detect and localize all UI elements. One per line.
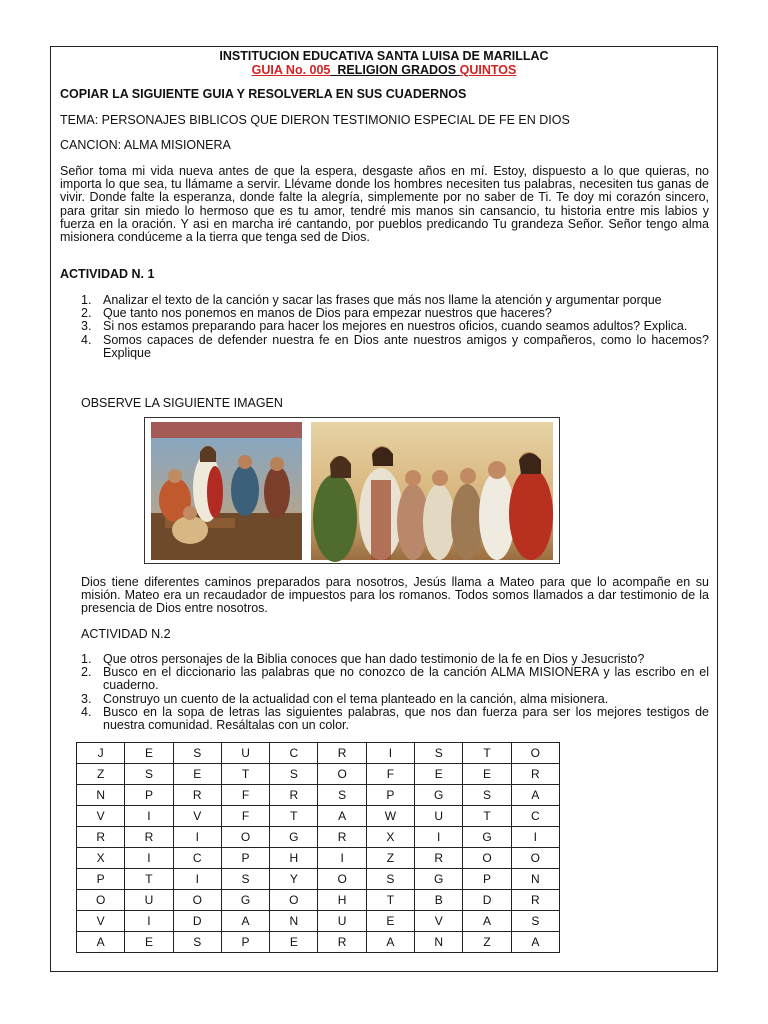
word-search-cell: O bbox=[318, 764, 366, 785]
word-search-cell: O bbox=[221, 827, 269, 848]
word-search-cell: A bbox=[463, 911, 511, 932]
word-search-cell: R bbox=[318, 932, 366, 953]
institution-title: INSTITUCION EDUCATIVA SANTA LUISA DE MARILLAC bbox=[219, 49, 549, 63]
word-search-cell: P bbox=[463, 869, 511, 890]
word-search-cell: I bbox=[366, 743, 414, 764]
word-search-cell: F bbox=[221, 785, 269, 806]
guide-grade: QUINTOS bbox=[459, 63, 517, 77]
word-search-cell: P bbox=[125, 785, 173, 806]
word-search-cell: G bbox=[415, 785, 463, 806]
word-search-cell: Z bbox=[463, 932, 511, 953]
word-search-cell: Z bbox=[77, 764, 125, 785]
activity1-title: ACTIVIDAD N. 1 bbox=[60, 267, 155, 281]
word-search-cell: N bbox=[270, 911, 318, 932]
observe-image-label: OBSERVE LA SIGUIENTE IMAGEN bbox=[81, 396, 283, 410]
word-search-cell: T bbox=[463, 806, 511, 827]
word-search-cell: I bbox=[125, 806, 173, 827]
word-search-cell: E bbox=[125, 932, 173, 953]
word-search-cell: I bbox=[125, 911, 173, 932]
word-search-cell: V bbox=[173, 806, 221, 827]
table-row bbox=[77, 743, 560, 764]
word-search-cell: O bbox=[511, 743, 559, 764]
list-item: 3. Construyo un cuento de la actualidad con el tema planteado en la canción, alma misionera. bbox=[81, 691, 609, 706]
word-search-cell: E bbox=[125, 743, 173, 764]
word-search-cell: V bbox=[415, 911, 463, 932]
word-search-cell: G bbox=[463, 827, 511, 848]
word-search-cell: I bbox=[173, 827, 221, 848]
activity2-list bbox=[81, 653, 709, 732]
word-search-cell: C bbox=[173, 848, 221, 869]
word-search-cell: D bbox=[463, 890, 511, 911]
word-search-grid bbox=[76, 742, 560, 953]
word-search-cell: A bbox=[318, 806, 366, 827]
song-title: CANCION: ALMA MISIONERA bbox=[60, 138, 231, 152]
word-search-cell: G bbox=[221, 890, 269, 911]
word-search-cell: A bbox=[77, 932, 125, 953]
word-search-cell: R bbox=[511, 764, 559, 785]
list-item: 4. Busco en la sopa de letras las siguientes palabras, que nos dan fuerza para ser los mejores testigos de nuestra comunidad. Resáltalas con un color. bbox=[81, 704, 709, 733]
word-search-cell: Y bbox=[270, 869, 318, 890]
word-search-cell: N bbox=[511, 869, 559, 890]
list-item: 2. Busco en el diccionario las palabras que no conozco de la canción ALMA MISIONERA y las escribo en el cuaderno. bbox=[81, 665, 709, 693]
word-search-cell: E bbox=[463, 764, 511, 785]
word-search-cell: F bbox=[221, 806, 269, 827]
word-search-cell: T bbox=[270, 806, 318, 827]
word-search-cell: E bbox=[173, 764, 221, 785]
word-search-cell: P bbox=[221, 932, 269, 953]
activity2-title: ACTIVIDAD N.2 bbox=[81, 627, 171, 641]
word-search-cell: A bbox=[511, 785, 559, 806]
word-search-cell: R bbox=[511, 890, 559, 911]
word-search-cell: G bbox=[415, 869, 463, 890]
list-item: 3. Si nos estamos preparando para hacer los mejores en nuestros oficios, cuando seamos adultos? Explica. bbox=[81, 319, 688, 334]
word-search-cell: B bbox=[415, 890, 463, 911]
word-search-cell: E bbox=[415, 764, 463, 785]
word-search-cell: A bbox=[366, 932, 414, 953]
word-search-cell: D bbox=[173, 911, 221, 932]
word-search-cell: S bbox=[221, 869, 269, 890]
table-row bbox=[77, 764, 560, 785]
word-search-cell: R bbox=[318, 743, 366, 764]
table-row bbox=[77, 890, 560, 911]
word-search-cell: P bbox=[366, 785, 414, 806]
word-search-cell: S bbox=[173, 932, 221, 953]
guide-subject: RELIGION GRADOS bbox=[337, 63, 457, 77]
table-row bbox=[77, 932, 560, 953]
word-search-cell: H bbox=[318, 890, 366, 911]
word-search-cell: N bbox=[77, 785, 125, 806]
word-search-cell: O bbox=[511, 848, 559, 869]
table-row bbox=[77, 806, 560, 827]
word-search-cell: S bbox=[415, 743, 463, 764]
word-search-cell: S bbox=[366, 869, 414, 890]
word-search-cell: E bbox=[366, 911, 414, 932]
word-search-cell: T bbox=[366, 890, 414, 911]
list-item: 2. Que tanto nos ponemos en manos de Dios para empezar nuestros que haceres? bbox=[81, 306, 552, 321]
word-search-cell: I bbox=[415, 827, 463, 848]
bible-illustration bbox=[144, 417, 560, 564]
word-search-cell: O bbox=[318, 869, 366, 890]
list-item: 1. Analizar el texto de la canción y sacar las frases que más nos llame la atención y argumentar porque bbox=[81, 293, 662, 307]
word-search-cell: S bbox=[173, 743, 221, 764]
guide-subtitle bbox=[0, 63, 768, 77]
word-search-cell: U bbox=[221, 743, 269, 764]
table-row bbox=[77, 785, 560, 806]
word-search-cell: A bbox=[511, 932, 559, 953]
word-search-cell: A bbox=[221, 911, 269, 932]
word-search-cell: V bbox=[77, 806, 125, 827]
list-item: 4. Somos capaces de defender nuestra fe en Dios ante nuestros amigos y compañeros, como lo hacemos? Explique bbox=[81, 332, 709, 360]
word-search-cell: U bbox=[125, 890, 173, 911]
word-search-cell: T bbox=[221, 764, 269, 785]
word-search-cell: X bbox=[366, 827, 414, 848]
song-lyrics: Señor toma mi vida nueva antes de que la espera, desgaste años en mí. Estoy, dispuesto a lo que quieras, no importa lo que sea, tu llámame a servir. Llévame donde los hombres necesiten tus palabras, necesiten tus ganas de vivir. Donde falte la esperanza, donde falte la alegría, simplemente por no saber de Ti. Te doy mi corazón sincero, para gritar sin miedo lo hermoso que es tu amor, tendré mis manos sin cansancio, tu historia entre mis labios y fuerza en la oración. Y asi en marcha iré cantando, por pueblos predicando Tu grandeza Señor. Señor tengo alma misionera condúceme a la tierra que tenga sed de Dios. bbox=[60, 164, 709, 245]
table-row bbox=[77, 911, 560, 932]
word-search-cell: R bbox=[318, 827, 366, 848]
word-search-cell: R bbox=[77, 827, 125, 848]
table-row bbox=[77, 869, 560, 890]
image-caption: Dios tiene diferentes caminos preparados para nosotros, Jesús llama a Mateo para que lo acompañe en su misión. Mateo era un recaudador de impuestos para los romanos. Todos somos llamados a dar testimonio de la presencia de Dios entre nosotros. bbox=[81, 575, 709, 616]
word-search-cell: G bbox=[270, 827, 318, 848]
guide-number: GUIA No. 005 bbox=[251, 63, 331, 77]
word-search-cell: S bbox=[318, 785, 366, 806]
word-search-cell: O bbox=[77, 890, 125, 911]
word-search-cell: E bbox=[270, 932, 318, 953]
word-search-cell: S bbox=[463, 785, 511, 806]
word-search-cell: V bbox=[77, 911, 125, 932]
word-search-cell: R bbox=[173, 785, 221, 806]
word-search-cell: U bbox=[415, 806, 463, 827]
word-search-cell: O bbox=[270, 890, 318, 911]
word-search-cell: N bbox=[415, 932, 463, 953]
word-search-cell: C bbox=[270, 743, 318, 764]
word-search-cell: R bbox=[270, 785, 318, 806]
list-item: 1. Que otros personajes de la Biblia conoces que han dado testimonio de la fe en Dios y Jesucristo? bbox=[81, 652, 645, 666]
word-search-cell: S bbox=[125, 764, 173, 785]
word-search-cell: H bbox=[270, 848, 318, 869]
word-search-cell: R bbox=[415, 848, 463, 869]
word-search-cell: I bbox=[173, 869, 221, 890]
activity1-list bbox=[81, 294, 709, 360]
word-search-cell: S bbox=[270, 764, 318, 785]
word-search-cell: I bbox=[125, 848, 173, 869]
topic-line: TEMA: PERSONAJES BIBLICOS QUE DIERON TESTIMONIO ESPECIAL DE FE EN DIOS bbox=[60, 113, 570, 127]
word-search-cell: F bbox=[366, 764, 414, 785]
word-search-cell: T bbox=[463, 743, 511, 764]
table-row bbox=[77, 827, 560, 848]
table-row bbox=[77, 848, 560, 869]
instruction-heading: COPIAR LA SIGUIENTE GUIA Y RESOLVERLA EN SUS CUADERNOS bbox=[60, 87, 467, 101]
jesus-calls-matthew-image bbox=[145, 418, 559, 563]
word-search-cell: S bbox=[511, 911, 559, 932]
word-search-cell: I bbox=[511, 827, 559, 848]
word-search-cell: O bbox=[173, 890, 221, 911]
word-search-cell: I bbox=[318, 848, 366, 869]
word-search-cell: U bbox=[318, 911, 366, 932]
word-search-cell: P bbox=[77, 869, 125, 890]
word-search-cell: C bbox=[511, 806, 559, 827]
word-search-cell: Z bbox=[366, 848, 414, 869]
word-search-cell: T bbox=[125, 869, 173, 890]
word-search-cell: P bbox=[221, 848, 269, 869]
word-search-cell: X bbox=[77, 848, 125, 869]
word-search-cell: W bbox=[366, 806, 414, 827]
word-search-cell: R bbox=[125, 827, 173, 848]
word-search-cell: J bbox=[77, 743, 125, 764]
word-search-cell: O bbox=[463, 848, 511, 869]
